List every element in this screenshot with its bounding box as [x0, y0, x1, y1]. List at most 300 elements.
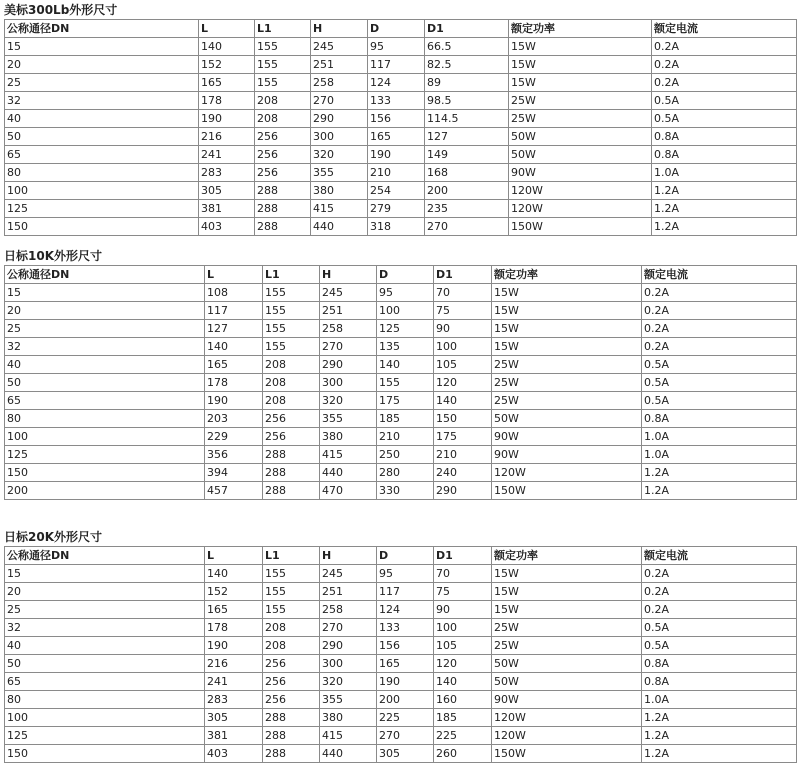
table-cell: 90W — [509, 164, 652, 182]
table-cell: 50 — [5, 128, 199, 146]
table-cell: 258 — [311, 74, 368, 92]
table-cell: 120 — [434, 655, 492, 673]
table-cell: 178 — [205, 374, 263, 392]
table-cell: 270 — [320, 619, 377, 637]
table-cell: 200 — [5, 482, 205, 500]
column-header: D1 — [434, 266, 492, 284]
table-cell: 190 — [368, 146, 425, 164]
table-cell: 25W — [492, 619, 642, 637]
table-cell: 25W — [492, 356, 642, 374]
table-cell: 140 — [199, 38, 255, 56]
table-cell: 25 — [5, 320, 205, 338]
table-cell: 440 — [320, 745, 377, 763]
table-cell: 140 — [434, 392, 492, 410]
table-cell: 155 — [255, 74, 311, 92]
table-row — [5, 218, 797, 236]
table-cell: 0.2A — [652, 56, 797, 74]
table-cell: 90W — [492, 446, 642, 464]
spec-table — [4, 546, 797, 763]
table-cell: 288 — [263, 482, 320, 500]
table-row — [5, 110, 797, 128]
table-cell: 149 — [425, 146, 509, 164]
table-cell: 380 — [320, 709, 377, 727]
table-cell: 256 — [263, 655, 320, 673]
table-cell: 120W — [509, 200, 652, 218]
table-cell: 251 — [311, 56, 368, 74]
column-header: L — [205, 547, 263, 565]
table-cell: 355 — [320, 691, 377, 709]
table-cell: 125 — [5, 727, 205, 745]
table-cell: 98.5 — [425, 92, 509, 110]
table-cell: 65 — [5, 146, 199, 164]
table-cell: 320 — [320, 673, 377, 691]
table-cell: 125 — [377, 320, 434, 338]
table-cell: 124 — [377, 601, 434, 619]
table-cell: 288 — [255, 182, 311, 200]
table-cell: 0.2A — [642, 601, 797, 619]
table-cell: 15W — [509, 38, 652, 56]
table-row — [5, 320, 797, 338]
spec-table — [4, 265, 797, 500]
table-cell: 1.2A — [642, 464, 797, 482]
table-cell: 440 — [320, 464, 377, 482]
table-cell: 50W — [492, 655, 642, 673]
table-cell: 203 — [205, 410, 263, 428]
table-cell: 100 — [377, 302, 434, 320]
table-cell: 1.0A — [652, 164, 797, 182]
table-cell: 125 — [5, 200, 199, 218]
table-cell: 240 — [434, 464, 492, 482]
table-cell: 15W — [509, 74, 652, 92]
column-header: 额定功率 — [509, 20, 652, 38]
table-cell: 208 — [255, 92, 311, 110]
table-cell: 270 — [311, 92, 368, 110]
table-row — [5, 482, 797, 500]
table-cell: 270 — [377, 727, 434, 745]
table-cell: 124 — [368, 74, 425, 92]
table-cell: 1.0A — [642, 428, 797, 446]
table-cell: 0.5A — [642, 637, 797, 655]
table-cell: 120W — [509, 182, 652, 200]
section-title: 日标20K外形尺寸 — [4, 530, 102, 544]
table-cell: 318 — [368, 218, 425, 236]
table-cell: 155 — [263, 284, 320, 302]
table-cell: 155 — [263, 565, 320, 583]
table-cell: 90W — [492, 691, 642, 709]
table-cell: 356 — [205, 446, 263, 464]
table-cell: 0.8A — [642, 673, 797, 691]
table-cell: 256 — [263, 691, 320, 709]
table-row — [5, 655, 797, 673]
table-cell: 258 — [320, 601, 377, 619]
table-cell: 100 — [434, 619, 492, 637]
table-cell: 114.5 — [425, 110, 509, 128]
table-cell: 165 — [199, 74, 255, 92]
table-cell: 403 — [199, 218, 255, 236]
table-cell: 208 — [263, 619, 320, 637]
table-cell: 210 — [434, 446, 492, 464]
table-row — [5, 200, 797, 218]
table-cell: 90 — [434, 320, 492, 338]
table-row — [5, 128, 797, 146]
table-cell: 155 — [263, 601, 320, 619]
table-row — [5, 673, 797, 691]
table-cell: 50 — [5, 655, 205, 673]
table-cell: 66.5 — [425, 38, 509, 56]
table-cell: 200 — [425, 182, 509, 200]
table-cell: 178 — [205, 619, 263, 637]
table-cell: 288 — [255, 218, 311, 236]
table-cell: 415 — [320, 446, 377, 464]
table-cell: 256 — [255, 146, 311, 164]
table-cell: 320 — [311, 146, 368, 164]
table-row — [5, 428, 797, 446]
table-cell: 256 — [263, 673, 320, 691]
table-row — [5, 356, 797, 374]
table-cell: 80 — [5, 691, 205, 709]
table-cell: 0.2A — [642, 284, 797, 302]
table-cell: 70 — [434, 565, 492, 583]
table-cell: 155 — [377, 374, 434, 392]
column-header: 额定功率 — [492, 266, 642, 284]
table-cell: 381 — [199, 200, 255, 218]
table-cell: 208 — [263, 356, 320, 374]
table-cell: 100 — [434, 338, 492, 356]
table-cell: 108 — [205, 284, 263, 302]
table-cell: 300 — [320, 655, 377, 673]
table-cell: 117 — [377, 583, 434, 601]
table-cell: 152 — [199, 56, 255, 74]
table-row — [5, 38, 797, 56]
table-cell: 288 — [255, 200, 311, 218]
table-row — [5, 410, 797, 428]
table-cell: 394 — [205, 464, 263, 482]
table-cell: 0.5A — [642, 356, 797, 374]
table-cell: 256 — [255, 128, 311, 146]
table-cell: 156 — [377, 637, 434, 655]
table-cell: 288 — [263, 446, 320, 464]
table-cell: 150W — [492, 482, 642, 500]
column-header: D1 — [425, 20, 509, 38]
table-cell: 251 — [320, 583, 377, 601]
table-cell: 90 — [434, 601, 492, 619]
table-cell: 100 — [5, 182, 199, 200]
table-cell: 150W — [492, 745, 642, 763]
table-cell: 178 — [199, 92, 255, 110]
table-row — [5, 709, 797, 727]
table-cell: 208 — [263, 374, 320, 392]
table-cell: 290 — [320, 637, 377, 655]
table-cell: 155 — [263, 302, 320, 320]
table-row — [5, 182, 797, 200]
table-cell: 15 — [5, 565, 205, 583]
table-cell: 305 — [199, 182, 255, 200]
table-cell: 1.2A — [642, 745, 797, 763]
table-cell: 40 — [5, 356, 205, 374]
table-cell: 140 — [205, 338, 263, 356]
table-cell: 127 — [205, 320, 263, 338]
table-cell: 156 — [368, 110, 425, 128]
table-cell: 32 — [5, 338, 205, 356]
table-row — [5, 565, 797, 583]
table-cell: 165 — [205, 356, 263, 374]
table-cell: 1.2A — [652, 218, 797, 236]
table-cell: 185 — [434, 709, 492, 727]
table-cell: 288 — [263, 464, 320, 482]
table-cell: 380 — [320, 428, 377, 446]
table-row — [5, 146, 797, 164]
table-cell: 1.2A — [642, 727, 797, 745]
column-header: D — [368, 20, 425, 38]
table-cell: 155 — [263, 583, 320, 601]
table-cell: 120 — [434, 374, 492, 392]
table-cell: 25W — [509, 92, 652, 110]
table-cell: 225 — [377, 709, 434, 727]
table-cell: 283 — [199, 164, 255, 182]
table-cell: 15 — [5, 38, 199, 56]
table-row — [5, 637, 797, 655]
table-cell: 0.2A — [642, 583, 797, 601]
table-cell: 290 — [434, 482, 492, 500]
table-cell: 32 — [5, 92, 199, 110]
table-header-row — [5, 547, 797, 565]
table-row — [5, 92, 797, 110]
table-cell: 254 — [368, 182, 425, 200]
table-cell: 229 — [205, 428, 263, 446]
table-cell: 279 — [368, 200, 425, 218]
table-cell: 305 — [377, 745, 434, 763]
table-cell: 0.2A — [652, 74, 797, 92]
table-cell: 89 — [425, 74, 509, 92]
table-cell: 95 — [368, 38, 425, 56]
table-row — [5, 374, 797, 392]
table-cell: 155 — [263, 320, 320, 338]
table-row — [5, 727, 797, 745]
table-cell: 320 — [320, 392, 377, 410]
table-cell: 1.2A — [652, 200, 797, 218]
table-row — [5, 302, 797, 320]
table-cell: 216 — [199, 128, 255, 146]
table-cell: 0.2A — [642, 565, 797, 583]
table-cell: 15W — [492, 601, 642, 619]
table-cell: 40 — [5, 110, 199, 128]
table-cell: 50W — [509, 146, 652, 164]
column-header: D — [377, 266, 434, 284]
column-header: L1 — [255, 20, 311, 38]
table-cell: 95 — [377, 284, 434, 302]
table-cell: 165 — [377, 655, 434, 673]
table-cell: 250 — [377, 446, 434, 464]
table-cell: 355 — [320, 410, 377, 428]
column-header: L — [205, 266, 263, 284]
table-cell: 245 — [311, 38, 368, 56]
table-cell: 241 — [205, 673, 263, 691]
table-row — [5, 74, 797, 92]
table-cell: 152 — [205, 583, 263, 601]
table-cell: 15W — [509, 56, 652, 74]
table-cell: 457 — [205, 482, 263, 500]
table-header-row — [5, 20, 797, 38]
table-cell: 280 — [377, 464, 434, 482]
table-cell: 25W — [509, 110, 652, 128]
table-cell: 32 — [5, 619, 205, 637]
table-cell: 120W — [492, 464, 642, 482]
table-cell: 305 — [205, 709, 263, 727]
table-cell: 150 — [5, 745, 205, 763]
column-header: 公称通径DN — [5, 20, 199, 38]
table-cell: 208 — [263, 637, 320, 655]
table-cell: 70 — [434, 284, 492, 302]
table-cell: 20 — [5, 583, 205, 601]
table-cell: 50 — [5, 374, 205, 392]
table-header-row — [5, 266, 797, 284]
table-row — [5, 745, 797, 763]
table-row — [5, 464, 797, 482]
table-row — [5, 691, 797, 709]
table-cell: 0.5A — [642, 619, 797, 637]
table-cell: 0.8A — [642, 655, 797, 673]
column-header: L1 — [263, 547, 320, 565]
table-cell: 190 — [205, 637, 263, 655]
table-cell: 15W — [492, 338, 642, 356]
table-cell: 40 — [5, 637, 205, 655]
table-cell: 175 — [434, 428, 492, 446]
table-cell: 470 — [320, 482, 377, 500]
table-cell: 140 — [434, 673, 492, 691]
table-cell: 270 — [425, 218, 509, 236]
column-header: D1 — [434, 547, 492, 565]
table-cell: 300 — [311, 128, 368, 146]
table-cell: 155 — [263, 338, 320, 356]
table-cell: 415 — [320, 727, 377, 745]
column-header: H — [320, 547, 377, 565]
table-cell: 0.2A — [642, 338, 797, 356]
table-cell: 100 — [5, 709, 205, 727]
table-cell: 190 — [199, 110, 255, 128]
table-cell: 160 — [434, 691, 492, 709]
table-cell: 283 — [205, 691, 263, 709]
table-cell: 25 — [5, 74, 199, 92]
table-cell: 380 — [311, 182, 368, 200]
table-cell: 256 — [255, 164, 311, 182]
table-cell: 300 — [320, 374, 377, 392]
table-cell: 150 — [5, 218, 199, 236]
table-cell: 90W — [492, 428, 642, 446]
column-header: H — [311, 20, 368, 38]
table-cell: 0.8A — [652, 146, 797, 164]
table-cell: 20 — [5, 302, 205, 320]
table-cell: 25W — [492, 374, 642, 392]
table-cell: 120W — [492, 709, 642, 727]
table-cell: 25 — [5, 601, 205, 619]
table-row — [5, 338, 797, 356]
section-title: 日标10K外形尺寸 — [4, 249, 102, 263]
table-cell: 355 — [311, 164, 368, 182]
table-cell: 82.5 — [425, 56, 509, 74]
table-cell: 155 — [255, 38, 311, 56]
table-cell: 185 — [377, 410, 434, 428]
table-cell: 290 — [311, 110, 368, 128]
table-cell: 251 — [320, 302, 377, 320]
table-cell: 208 — [255, 110, 311, 128]
table-cell: 15 — [5, 284, 205, 302]
table-row — [5, 392, 797, 410]
table-cell: 140 — [205, 565, 263, 583]
table-cell: 241 — [199, 146, 255, 164]
table-cell: 0.2A — [652, 38, 797, 56]
table-cell: 165 — [368, 128, 425, 146]
column-header: 额定功率 — [492, 547, 642, 565]
table-cell: 15W — [492, 284, 642, 302]
table-cell: 1.0A — [642, 691, 797, 709]
table-cell: 15W — [492, 565, 642, 583]
table-cell: 245 — [320, 284, 377, 302]
table-row — [5, 164, 797, 182]
table-cell: 0.8A — [652, 128, 797, 146]
table-cell: 216 — [205, 655, 263, 673]
spec-table — [4, 19, 797, 236]
table-cell: 168 — [425, 164, 509, 182]
table-cell: 290 — [320, 356, 377, 374]
column-header: D — [377, 547, 434, 565]
table-cell: 133 — [368, 92, 425, 110]
table-cell: 25W — [492, 637, 642, 655]
table-cell: 150 — [5, 464, 205, 482]
table-cell: 330 — [377, 482, 434, 500]
column-header: 公称通径DN — [5, 266, 205, 284]
table-cell: 65 — [5, 673, 205, 691]
table-cell: 288 — [263, 745, 320, 763]
table-cell: 175 — [377, 392, 434, 410]
column-header: 额定电流 — [642, 266, 797, 284]
table-cell: 127 — [425, 128, 509, 146]
table-cell: 256 — [263, 428, 320, 446]
table-cell: 75 — [434, 583, 492, 601]
table-row — [5, 284, 797, 302]
table-cell: 25W — [492, 392, 642, 410]
table-cell: 403 — [205, 745, 263, 763]
table-cell: 1.2A — [642, 709, 797, 727]
table-cell: 80 — [5, 164, 199, 182]
table-cell: 50W — [492, 673, 642, 691]
table-cell: 117 — [205, 302, 263, 320]
table-row — [5, 583, 797, 601]
table-cell: 150 — [434, 410, 492, 428]
table-row — [5, 56, 797, 74]
table-cell: 210 — [368, 164, 425, 182]
table-cell: 0.8A — [642, 410, 797, 428]
table-cell: 117 — [368, 56, 425, 74]
table-cell: 190 — [205, 392, 263, 410]
column-header: 额定电流 — [652, 20, 797, 38]
table-cell: 105 — [434, 637, 492, 655]
table-cell: 50W — [509, 128, 652, 146]
table-row — [5, 601, 797, 619]
table-cell: 165 — [205, 601, 263, 619]
table-cell: 155 — [255, 56, 311, 74]
table-cell: 1.2A — [642, 482, 797, 500]
table-row — [5, 619, 797, 637]
table-cell: 150W — [509, 218, 652, 236]
table-cell: 1.0A — [642, 446, 797, 464]
table-cell: 235 — [425, 200, 509, 218]
table-cell: 15W — [492, 583, 642, 601]
table-cell: 208 — [263, 392, 320, 410]
table-cell: 0.2A — [642, 302, 797, 320]
table-cell: 270 — [320, 338, 377, 356]
table-cell: 75 — [434, 302, 492, 320]
table-cell: 15W — [492, 320, 642, 338]
